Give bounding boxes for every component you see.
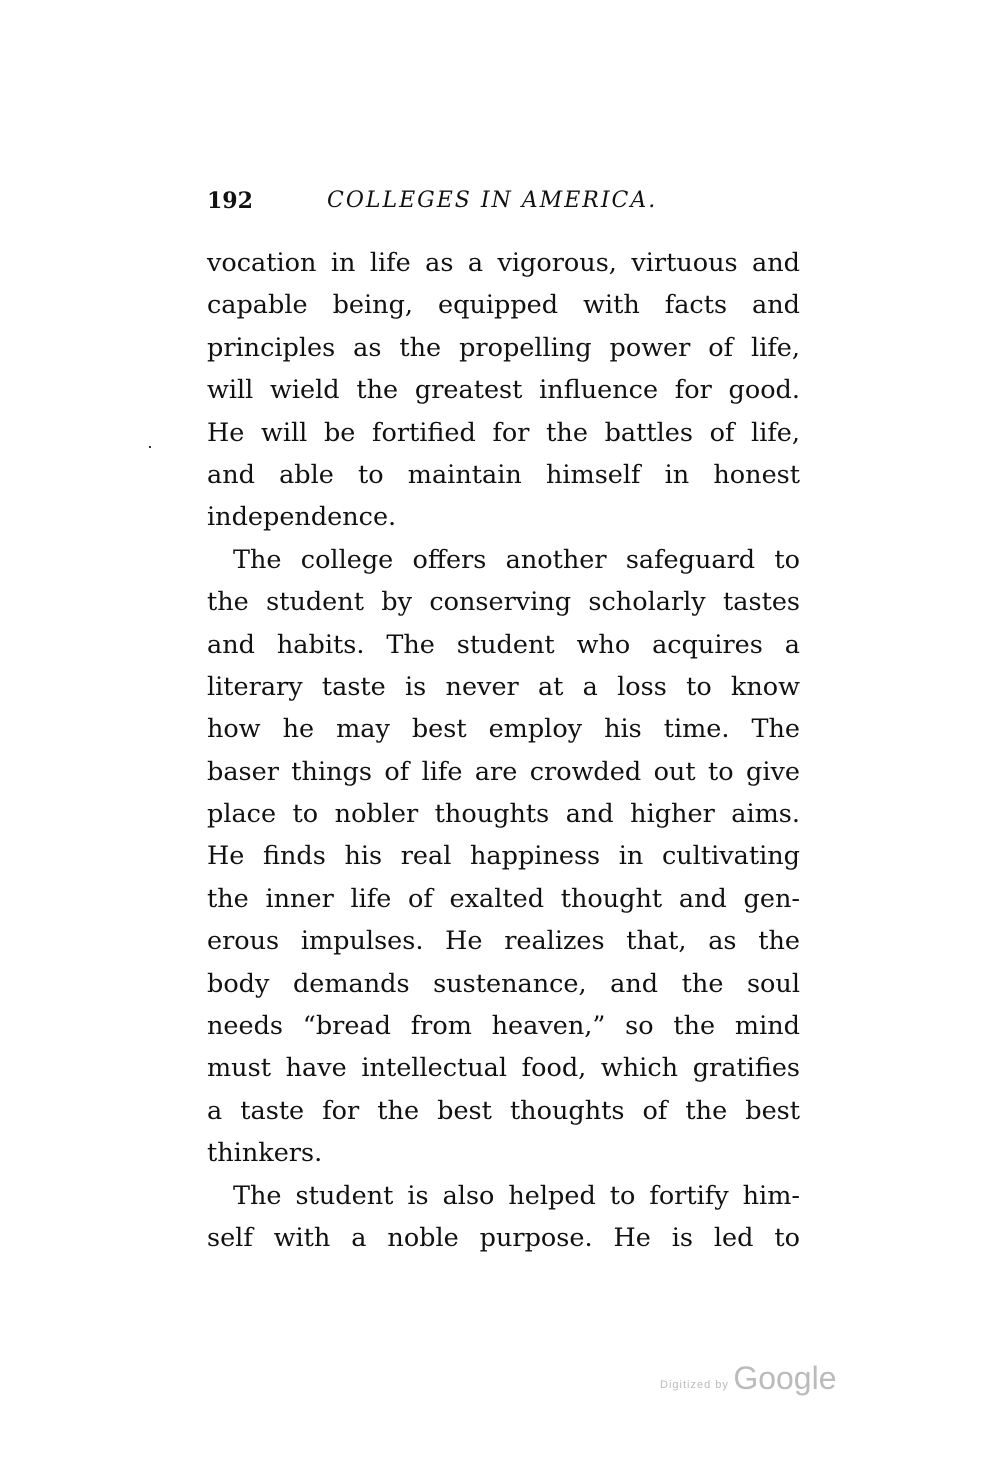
- text-line: the student by conserving scholarly tastes: [207, 587, 800, 618]
- text-line: The college offers another safeguard to: [233, 544, 800, 575]
- text-line: literary taste is never at a loss to know: [207, 671, 800, 702]
- text-line: thinkers.: [207, 1138, 323, 1169]
- text-line: how he may best employ his time. The: [207, 714, 800, 745]
- page-number: 192: [207, 188, 253, 214]
- text-line: and able to maintain himself in honest: [207, 459, 800, 490]
- text-line: body demands sustenance, and the soul: [207, 968, 800, 999]
- text-line: erous impulses. He realizes that, as the: [207, 926, 800, 957]
- text-line: principles as the propelling power of life,: [207, 332, 800, 363]
- paragraph: [207, 539, 800, 1175]
- google-watermark: [660, 1360, 837, 1397]
- text-line: baser things of life are crowded out to give: [207, 756, 800, 787]
- page-header: [207, 188, 807, 228]
- text-line: He finds his real happiness in cultivating: [207, 841, 800, 872]
- text-line: self with a noble purpose. He is led to: [207, 1222, 800, 1253]
- text-line: vocation in life as a vigorous, virtuous and: [207, 248, 800, 278]
- text-line: a taste for the best thoughts of the best: [207, 1095, 800, 1126]
- text-line: will wield the greatest influence for good.: [207, 375, 800, 406]
- watermark-brand: Google: [733, 1360, 837, 1396]
- text-line: He will be fortified for the battles of life,: [207, 417, 800, 448]
- body-text: [207, 242, 800, 1259]
- running-title: COLLEGES IN AMERICA.: [327, 188, 658, 213]
- paragraph: [207, 1175, 800, 1260]
- watermark-prefix: Digitized by: [660, 1378, 729, 1391]
- text-line: must have intellectual food, which gratifies: [207, 1053, 800, 1084]
- text-line: capable being, equipped with facts and: [207, 290, 800, 321]
- text-line: the inner life of exalted thought and gen-: [207, 883, 800, 914]
- text-line: independence.: [207, 502, 397, 533]
- text-line: needs “bread from heaven,” so the mind: [207, 1011, 800, 1042]
- text-line: and habits. The student who acquires a: [207, 629, 800, 660]
- scan-speck: [149, 446, 151, 448]
- text-line: place to nobler thoughts and higher aims.: [207, 799, 800, 830]
- paragraph: [207, 242, 800, 539]
- text-line: The student is also helped to fortify him-: [233, 1180, 800, 1211]
